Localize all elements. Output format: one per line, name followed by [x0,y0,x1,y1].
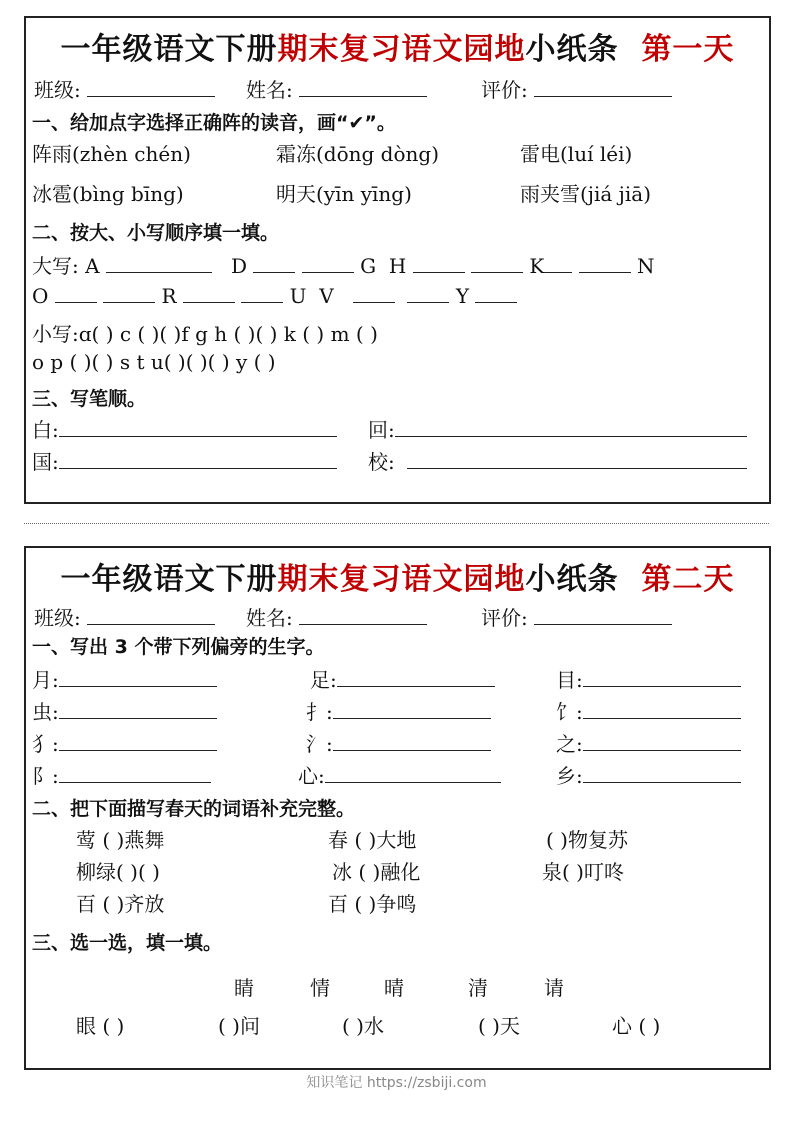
worksheet-day-2 [24,546,771,1070]
radical-field[interactable]: 扌: [306,696,491,725]
worksheet-title: 一年级语文下册期末复习语文园地小纸条 第一天 [60,32,735,67]
cut-line-divider [24,523,769,524]
radical-field[interactable]: 月: [32,664,217,693]
choice-char: 睛 [234,976,254,1000]
radical-field[interactable]: 氵: [306,728,491,757]
choice-char: 情 [310,976,330,1000]
fill-item[interactable]: 眼 ( ) [76,1014,125,1038]
question-1-heading: 一、写出 3 个带下列偏旁的生字。 [32,636,325,658]
pinyin-item[interactable]: 霜冻(dōng dòng) [276,142,440,166]
stroke-order-field[interactable]: 校: [368,446,747,475]
radical-field[interactable]: 之: [556,728,741,757]
radical-field[interactable]: 虫: [32,696,217,725]
radical-field[interactable]: 犭: [32,728,217,757]
name-field[interactable]: 姓名: [246,74,427,103]
class-field[interactable]: 班级: [34,74,215,103]
fill-item[interactable]: ( )水 [342,1014,384,1038]
uppercase-row-2: O R U V Y [32,284,517,308]
radical-field[interactable]: 足: [310,664,495,693]
fill-item[interactable]: 心 ( ) [612,1014,661,1038]
footer-watermark: 知识笔记 https://zsbiji.com [306,1075,487,1091]
fill-item[interactable]: ( )天 [478,1014,520,1038]
phrase-item[interactable]: 百 ( )齐放 [76,892,165,916]
phrase-item[interactable]: 莺 ( )燕舞 [76,828,165,852]
worksheet-title: 一年级语文下册期末复习语文园地小纸条 第二天 [60,562,735,597]
choice-char: 清 [468,976,488,1000]
question-1-heading: 一、给加点字选择正确阵的读音，画“✔”。 [32,112,396,134]
name-field[interactable]: 姓名: [246,602,427,631]
choice-char: 晴 [384,976,404,1000]
pinyin-item[interactable]: 阵雨(zhèn chén) [32,142,191,166]
phrase-item[interactable]: 泉( )叮咚 [542,860,624,884]
uppercase-row-1: 大写: A D G H K N [32,254,655,278]
question-3-heading: 三、选一选，填一填。 [32,932,223,954]
stroke-order-field[interactable]: 白: [32,414,337,443]
pinyin-item[interactable]: 冰雹(bìng bīng) [32,182,184,206]
lowercase-row-2[interactable]: o p ( )( ) s t u( )( )( ) y ( ) [32,350,276,374]
radical-field[interactable]: 心: [298,760,501,789]
pinyin-item[interactable]: 雷电(luí léi) [520,142,633,166]
phrase-item[interactable]: ( )物复苏 [546,828,628,852]
evaluation-field[interactable]: 评价: [481,602,672,631]
pinyin-item[interactable]: 雨夹雪(jiá jiā) [520,182,652,206]
radical-field[interactable]: 饣: [556,696,741,725]
radical-field[interactable]: 目: [556,664,741,693]
question-3-heading: 三、写笔顺。 [32,388,147,410]
lowercase-row-1[interactable]: 小写:ɑ( ) c ( )( )f g h ( )( ) k ( ) m ( ) [32,322,378,346]
class-field[interactable]: 班级: [34,602,215,631]
evaluation-field[interactable]: 评价: [481,74,672,103]
phrase-item[interactable]: 春 ( )大地 [328,828,417,852]
worksheet-day-1 [24,16,771,504]
question-2-heading: 二、把下面描写春天的词语补充完整。 [32,798,356,820]
radical-field[interactable]: 乡: [556,760,741,789]
fill-item[interactable]: ( )问 [218,1014,260,1038]
phrase-item[interactable]: 柳绿( )( ) [76,860,160,884]
choice-char: 请 [544,976,564,1000]
phrase-item[interactable]: 冰 ( )融化 [332,860,421,884]
pinyin-item[interactable]: 明天(yīn yīng) [276,182,412,206]
stroke-order-field[interactable]: 回: [368,414,747,443]
phrase-item[interactable]: 百 ( )争鸣 [328,892,417,916]
radical-field[interactable]: 阝: [32,760,211,789]
question-2-heading: 二、按大、小写顺序填一填。 [32,222,280,244]
stroke-order-field[interactable]: 国: [32,446,337,475]
